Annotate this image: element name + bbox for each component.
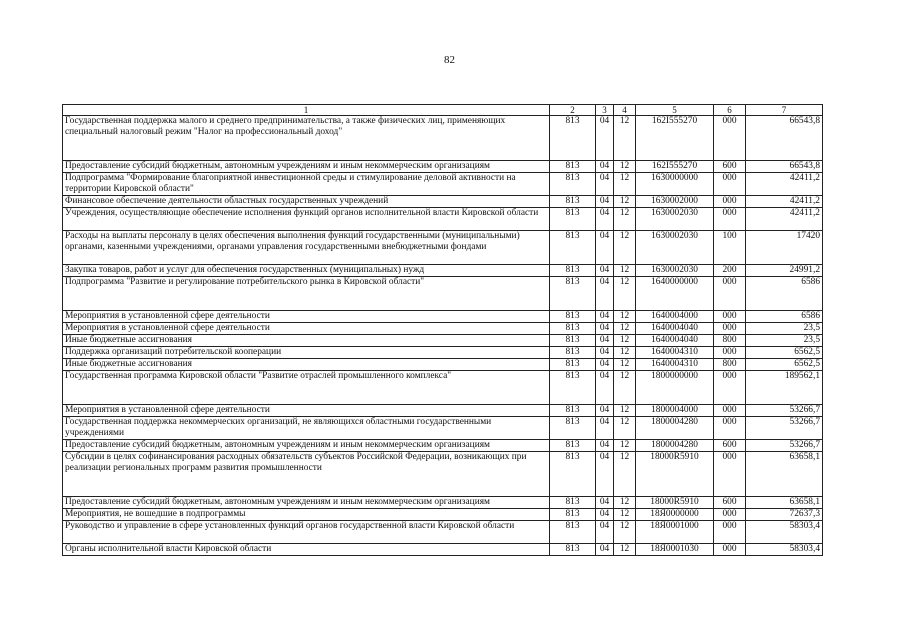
ministry-code: 813 bbox=[550, 509, 596, 521]
target-article-code: 18Я0001030 bbox=[636, 544, 714, 556]
amount: 6562,5 bbox=[746, 359, 823, 371]
section-code: 04 bbox=[596, 371, 614, 405]
section-code: 04 bbox=[596, 173, 614, 196]
column-header: 2 bbox=[550, 105, 596, 116]
expense-name: Поддержка организаций потребительской кооперации bbox=[63, 347, 550, 359]
amount: 42411,2 bbox=[746, 208, 823, 231]
expense-type-code: 000 bbox=[714, 509, 746, 521]
section-code: 04 bbox=[596, 196, 614, 208]
column-header: 7 bbox=[746, 105, 823, 116]
expense-type-code: 000 bbox=[714, 521, 746, 544]
expense-name: Иные бюджетные ассигнования bbox=[63, 335, 550, 347]
target-article-code: 1640004040 bbox=[636, 323, 714, 335]
ministry-code: 813 bbox=[550, 208, 596, 231]
table-row bbox=[63, 359, 823, 371]
subsection-code: 12 bbox=[614, 335, 636, 347]
target-article-code: 1800004280 bbox=[636, 417, 714, 440]
ministry-code: 813 bbox=[550, 521, 596, 544]
expense-name: Мероприятия в установленной сфере деятельности bbox=[63, 311, 550, 323]
section-code: 04 bbox=[596, 161, 614, 173]
section-code: 04 bbox=[596, 509, 614, 521]
table-row bbox=[63, 265, 823, 277]
table-row bbox=[63, 521, 823, 544]
expense-type-code: 000 bbox=[714, 208, 746, 231]
table-row bbox=[63, 231, 823, 265]
amount: 189562,1 bbox=[746, 371, 823, 405]
amount: 17420 bbox=[746, 231, 823, 265]
amount: 72637,3 bbox=[746, 509, 823, 521]
expense-type-code: 000 bbox=[714, 347, 746, 359]
target-article-code: 1630002000 bbox=[636, 196, 714, 208]
ministry-code: 813 bbox=[550, 173, 596, 196]
column-header: 1 bbox=[63, 105, 550, 116]
amount: 58303,4 bbox=[746, 544, 823, 556]
table-row bbox=[63, 509, 823, 521]
amount: 23,5 bbox=[746, 323, 823, 335]
ministry-code: 813 bbox=[550, 231, 596, 265]
amount: 53266,7 bbox=[746, 440, 823, 452]
expense-name: Государственная программа Кировской области "Развитие отраслей промышленного комплекса" bbox=[63, 371, 550, 405]
section-code: 04 bbox=[596, 277, 614, 311]
expense-name: Предоставление субсидий бюджетным, автономным учреждениям и иным некоммерческим организациям bbox=[63, 497, 550, 509]
expense-name: Предоставление субсидий бюджетным, автономным учреждениям и иным некоммерческим организациям bbox=[63, 440, 550, 452]
section-code: 04 bbox=[596, 208, 614, 231]
table-header-row bbox=[63, 105, 823, 116]
amount: 24991,2 bbox=[746, 265, 823, 277]
ministry-code: 813 bbox=[550, 440, 596, 452]
subsection-code: 12 bbox=[614, 277, 636, 311]
expense-type-code: 600 bbox=[714, 497, 746, 509]
section-code: 04 bbox=[596, 311, 614, 323]
table-row bbox=[63, 440, 823, 452]
expense-type-code: 000 bbox=[714, 173, 746, 196]
expense-name: Мероприятия в установленной сфере деятельности bbox=[63, 405, 550, 417]
target-article-code: 1630002030 bbox=[636, 265, 714, 277]
subsection-code: 12 bbox=[614, 417, 636, 440]
target-article-code: 1630002030 bbox=[636, 208, 714, 231]
subsection-code: 12 bbox=[614, 497, 636, 509]
target-article-code: 1630002030 bbox=[636, 231, 714, 265]
table-row bbox=[63, 497, 823, 509]
amount: 53266,7 bbox=[746, 405, 823, 417]
subsection-code: 12 bbox=[614, 544, 636, 556]
table-row bbox=[63, 405, 823, 417]
expense-type-code: 100 bbox=[714, 231, 746, 265]
subsection-code: 12 bbox=[614, 521, 636, 544]
ministry-code: 813 bbox=[550, 544, 596, 556]
subsection-code: 12 bbox=[614, 311, 636, 323]
expense-name: Расходы на выплаты персоналу в целях обеспечения выполнения функций государственными (муниципальными) органами, казенными учреждениями, органами управления государственными внебюджетными фондами bbox=[63, 231, 550, 265]
expense-type-code: 200 bbox=[714, 265, 746, 277]
target-article-code: 162I555270 bbox=[636, 161, 714, 173]
expense-name: Мероприятия, не вошедшие в подпрограммы bbox=[63, 509, 550, 521]
amount: 63658,1 bbox=[746, 497, 823, 509]
column-header: 5 bbox=[636, 105, 714, 116]
expense-type-code: 000 bbox=[714, 277, 746, 311]
table-row bbox=[63, 371, 823, 405]
column-header: 6 bbox=[714, 105, 746, 116]
expense-type-code: 000 bbox=[714, 405, 746, 417]
subsection-code: 12 bbox=[614, 173, 636, 196]
amount: 53266,7 bbox=[746, 417, 823, 440]
ministry-code: 813 bbox=[550, 405, 596, 417]
subsection-code: 12 bbox=[614, 371, 636, 405]
expense-name: Государственная поддержка малого и среднего предпринимательства, а также физических лиц, применяющих специальный налоговый режим "Налог на профессиональный доход" bbox=[63, 116, 550, 161]
expense-type-code: 600 bbox=[714, 440, 746, 452]
subsection-code: 12 bbox=[614, 208, 636, 231]
expense-type-code: 000 bbox=[714, 371, 746, 405]
amount: 42411,2 bbox=[746, 196, 823, 208]
expense-name: Государственная поддержка некоммерческих организаций, не являющихся областными государственными учреждениями bbox=[63, 417, 550, 440]
amount: 6586 bbox=[746, 277, 823, 311]
amount: 6586 bbox=[746, 311, 823, 323]
ministry-code: 813 bbox=[550, 417, 596, 440]
expense-type-code: 000 bbox=[714, 323, 746, 335]
target-article-code: 1640004040 bbox=[636, 335, 714, 347]
ministry-code: 813 bbox=[550, 323, 596, 335]
expense-type-code: 600 bbox=[714, 161, 746, 173]
expense-type-code: 000 bbox=[714, 311, 746, 323]
ministry-code: 813 bbox=[550, 265, 596, 277]
target-article-code: 1640004000 bbox=[636, 311, 714, 323]
ministry-code: 813 bbox=[550, 161, 596, 173]
subsection-code: 12 bbox=[614, 359, 636, 371]
subsection-code: 12 bbox=[614, 196, 636, 208]
section-code: 04 bbox=[596, 497, 614, 509]
target-article-code: 18Я0001000 bbox=[636, 521, 714, 544]
ministry-code: 813 bbox=[550, 277, 596, 311]
table-row bbox=[63, 277, 823, 311]
expense-name: Предоставление субсидий бюджетным, автономным учреждениям и иным некоммерческим организациям bbox=[63, 161, 550, 173]
column-header: 4 bbox=[614, 105, 636, 116]
subsection-code: 12 bbox=[614, 323, 636, 335]
section-code: 04 bbox=[596, 359, 614, 371]
expense-type-code: 000 bbox=[714, 417, 746, 440]
ministry-code: 813 bbox=[550, 347, 596, 359]
subsection-code: 12 bbox=[614, 231, 636, 265]
subsection-code: 12 bbox=[614, 347, 636, 359]
amount: 58303,4 bbox=[746, 521, 823, 544]
subsection-code: 12 bbox=[614, 161, 636, 173]
table-row bbox=[63, 347, 823, 359]
expense-name: Подпрограмма "Формирование благоприятной инвестиционной среды и стимулирование деловой активности на территории Кировской области" bbox=[63, 173, 550, 196]
amount: 23,5 bbox=[746, 335, 823, 347]
section-code: 04 bbox=[596, 417, 614, 440]
expense-type-code: 000 bbox=[714, 116, 746, 161]
table-row bbox=[63, 208, 823, 231]
section-code: 04 bbox=[596, 347, 614, 359]
table-row bbox=[63, 311, 823, 323]
section-code: 04 bbox=[596, 335, 614, 347]
table-row bbox=[63, 335, 823, 347]
section-code: 04 bbox=[596, 521, 614, 544]
subsection-code: 12 bbox=[614, 265, 636, 277]
expense-name: Мероприятия в установленной сфере деятельности bbox=[63, 323, 550, 335]
expense-name: Органы исполнительной власти Кировской области bbox=[63, 544, 550, 556]
target-article-code: 1640000000 bbox=[636, 277, 714, 311]
table-row bbox=[63, 161, 823, 173]
expense-name: Учреждения, осуществляющие обеспечение исполнения функций органов исполнительной власти Кировской области bbox=[63, 208, 550, 231]
table-row bbox=[63, 323, 823, 335]
column-header: 3 bbox=[596, 105, 614, 116]
ministry-code: 813 bbox=[550, 196, 596, 208]
expense-name: Иные бюджетные ассигнования bbox=[63, 359, 550, 371]
section-code: 04 bbox=[596, 452, 614, 497]
section-code: 04 bbox=[596, 440, 614, 452]
target-article-code: 18Я0000000 bbox=[636, 509, 714, 521]
target-article-code: 1800004000 bbox=[636, 405, 714, 417]
table-row bbox=[63, 173, 823, 196]
expense-type-code: 000 bbox=[714, 452, 746, 497]
table-row bbox=[63, 452, 823, 497]
ministry-code: 813 bbox=[550, 116, 596, 161]
table-row bbox=[63, 417, 823, 440]
section-code: 04 bbox=[596, 231, 614, 265]
table-row bbox=[63, 116, 823, 161]
amount: 63658,1 bbox=[746, 452, 823, 497]
amount: 66543,8 bbox=[746, 116, 823, 161]
expense-name: Субсидии в целях софинансирования расходных обязательств субъектов Российской Федерации, возникающих при реализации региональных программ развития промышленности bbox=[63, 452, 550, 497]
expense-name: Финансовое обеспечение деятельности областных государственных учреждений bbox=[63, 196, 550, 208]
section-code: 04 bbox=[596, 544, 614, 556]
target-article-code: 162I555270 bbox=[636, 116, 714, 161]
expense-name: Руководство и управление в сфере установленных функций органов государственной власти Кировской области bbox=[63, 521, 550, 544]
page-number: 82 bbox=[444, 54, 455, 66]
subsection-code: 12 bbox=[614, 509, 636, 521]
subsection-code: 12 bbox=[614, 440, 636, 452]
budget-table bbox=[62, 104, 823, 556]
expense-name: Закупка товаров, работ и услуг для обеспечения государственных (муниципальных) нужд bbox=[63, 265, 550, 277]
ministry-code: 813 bbox=[550, 371, 596, 405]
ministry-code: 813 bbox=[550, 335, 596, 347]
amount: 66543,8 bbox=[746, 161, 823, 173]
section-code: 04 bbox=[596, 116, 614, 161]
table-row bbox=[63, 196, 823, 208]
expense-type-code: 800 bbox=[714, 359, 746, 371]
ministry-code: 813 bbox=[550, 497, 596, 509]
amount: 42411,2 bbox=[746, 173, 823, 196]
ministry-code: 813 bbox=[550, 452, 596, 497]
table-row bbox=[63, 544, 823, 556]
section-code: 04 bbox=[596, 323, 614, 335]
expense-type-code: 000 bbox=[714, 196, 746, 208]
target-article-code: 18000R5910 bbox=[636, 497, 714, 509]
expense-type-code: 800 bbox=[714, 335, 746, 347]
subsection-code: 12 bbox=[614, 405, 636, 417]
target-article-code: 1640004310 bbox=[636, 359, 714, 371]
ministry-code: 813 bbox=[550, 359, 596, 371]
section-code: 04 bbox=[596, 265, 614, 277]
ministry-code: 813 bbox=[550, 311, 596, 323]
target-article-code: 1640004310 bbox=[636, 347, 714, 359]
amount: 6562,5 bbox=[746, 347, 823, 359]
target-article-code: 1800004280 bbox=[636, 440, 714, 452]
target-article-code: 1630000000 bbox=[636, 173, 714, 196]
expense-name: Подпрограмма "Развитие и регулирование потребительского рынка в Кировской области" bbox=[63, 277, 550, 311]
target-article-code: 1800000000 bbox=[636, 371, 714, 405]
subsection-code: 12 bbox=[614, 452, 636, 497]
subsection-code: 12 bbox=[614, 116, 636, 161]
section-code: 04 bbox=[596, 405, 614, 417]
expense-type-code: 000 bbox=[714, 544, 746, 556]
target-article-code: 18000R5910 bbox=[636, 452, 714, 497]
